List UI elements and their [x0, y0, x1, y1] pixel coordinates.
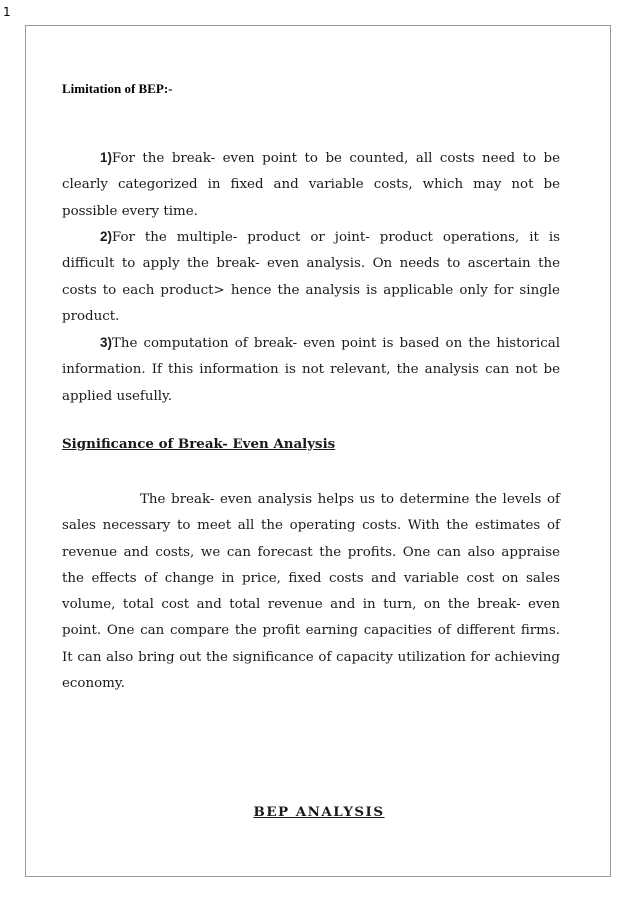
limitation-item-3	[62, 330, 560, 410]
page-number: 1	[3, 5, 11, 19]
item-text: For the break- even point to be counted, all costs need to be clearly categorized in fixed and variable costs, which may not be possible every time.	[62, 151, 560, 219]
item-number: 1)	[100, 150, 112, 165]
limitation-heading: Limitation of BEP:-	[62, 81, 173, 96]
bep-analysis-heading: BEP ANALYSIS	[253, 804, 385, 820]
item-text: The computation of break- even point is based on the historical information. If this information is not relevant, the analysis can not be applied usefully.	[62, 336, 560, 404]
significance-heading: Significance of Break- Even Analysis	[62, 436, 336, 452]
limitation-item-1	[62, 145, 560, 225]
item-number: 2)	[100, 229, 112, 244]
significance-paragraph	[62, 487, 560, 697]
significance-text: The break- even analysis helps us to determine the levels of sales necessary to meet all the operating costs. With the estimates of revenue and costs, we can forecast the profits. One can also appraise the effects of change in price, fixed costs and variable cost on sales volume, total cost and total revenue and in turn, on the break- even point. One can compare the profit earning capacities of different firms. It can also bring out the significance of capacity utilization for achieving economy.	[62, 492, 560, 692]
item-number: 3)	[100, 335, 112, 350]
item-text: For the multiple- product or joint- product operations, it is difficult to apply the break- even analysis. On needs to ascertain the costs to each product> hence the analysis is applicable only for single product.	[62, 230, 560, 324]
limitation-item-2	[62, 224, 560, 330]
